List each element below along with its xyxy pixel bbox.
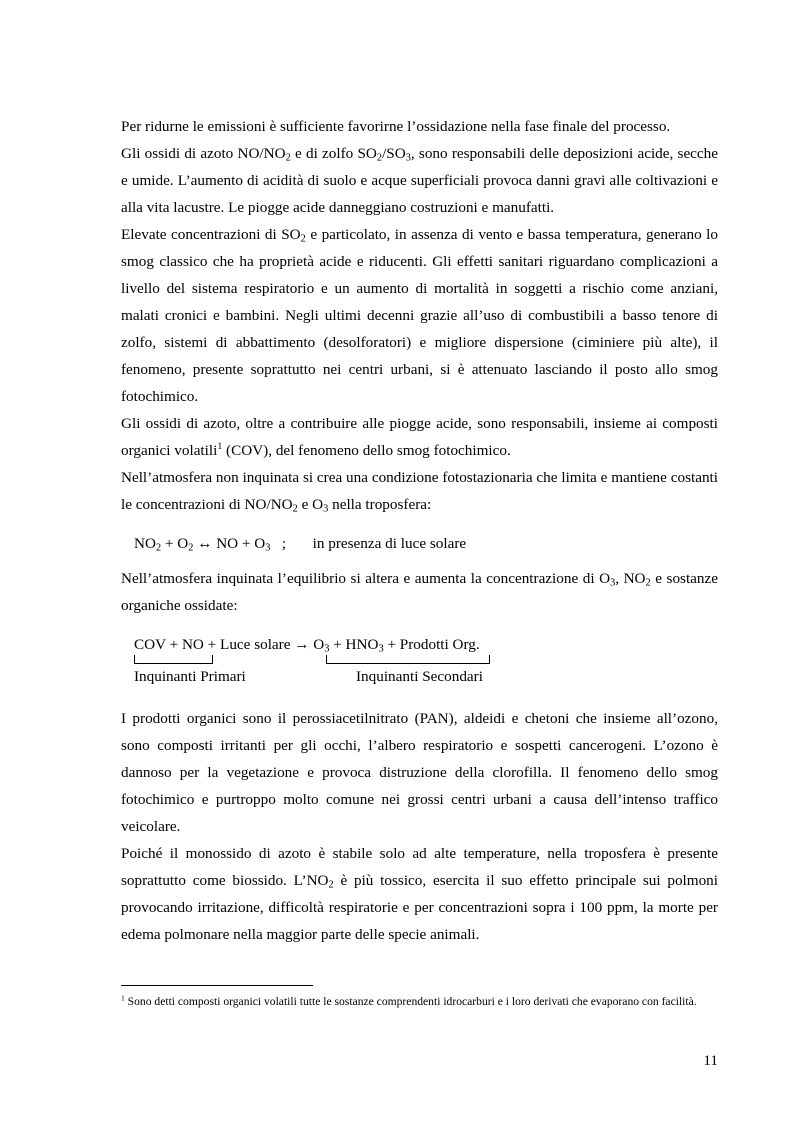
primary-pollutants-label: Inquinanti Primari bbox=[134, 668, 246, 685]
paragraph-7: I prodotti organici sono il perossiacetilnitrato (PAN), aldeidi e chetoni che insieme all’ozono, sono composti irritanti per gli occhi, l’albero respiratorio e sospetti cancerogeni. L’ozono è dannoso per la vegetazione e provoca distruzione della clorofilla. Il fenomeno dello smog fotochimico e purtroppo molto comune nei grossi centri urbani a causa dell’intenso traffico veicolare. bbox=[121, 710, 718, 835]
page-number: 11 bbox=[703, 1052, 718, 1069]
paragraph-8: Poiché il monossido di azoto è stabile solo ad alte temperature, nella troposfera è presente soprattutto come biossido. $L’NO_2$ è più tossico, esercita il suo effetto principale sui polmoni provocando irritazione, difficoltà respiratorie e per concentrazioni sopra i 100 ppm, la morte per edema polmonare nella maggior parte delle specie animali. bbox=[121, 845, 718, 943]
photostationary-equation: $NO_2 + O_2$ ↔ NO + $O_3$ ; in presenza di luce solare bbox=[134, 535, 467, 554]
paragraph-4: Gli ossidi di azoto, oltre a contribuire alle piogge acide, sono responsabili, insieme ai composti organici volatili$^1$ (COV), del fenomeno dello smog fotochimico. bbox=[121, 415, 718, 459]
smog-reaction bbox=[134, 631, 718, 695]
footnote-marker: 1 bbox=[121, 993, 125, 1003]
paragraph-1: Per ridurne le emissioni è sufficiente favorirne l’ossidazione nella fase finale del processo. bbox=[121, 118, 671, 135]
paragraph-6: Nell’atmosfera inquinata l’equilibrio si altera e aumenta la concentrazione di $O_3$, $NO_2$ e sostanze organiche ossidate: bbox=[121, 570, 718, 614]
footnote bbox=[121, 993, 718, 1010]
paragraph-2: Gli ossidi di azoto $NO/NO_2$ e di zolfo $SO_2/SO_3$, sono responsabili delle deposizioni acide, secche e umide. L’aumento di acidità di suolo e acque superficiali provoca danni gravi alle coltivazioni e alla vita lacustre. Le piogge acide danneggiano costruzioni e manufatti. bbox=[121, 145, 718, 216]
footnote-text: Sono detti composti organici volatili tutte le sostanze comprendenti idrocarburi e i loro derivati che evaporano con facilità. bbox=[124, 995, 697, 1008]
reaction-equation: COV + NO + Luce solare → $O_3 + HNO_3$ + Prodotti Org. bbox=[134, 636, 480, 655]
paragraph-3: Elevate concentrazioni di $SO_2$ e particolato, in assenza di vento e bassa temperatura, generano lo smog classico che ha proprietà acide e riducenti. Gli effetti sanitari riguardano complicazioni a livello del sistema respiratorio e un aumento di mortalità in soggetti a rischio come anziani, malati cronici e bambini. Negli ultimi decenni grazie all’uso di combustibili a basso tenore di zolfo, sistemi di abbattimento (desolforatori) e migliore dispersione (ciminiere più alte), il fenomeno, presente soprattutto nei centri urbani, si è attenuato lasciando il posto allo smog fotochimico. bbox=[121, 226, 718, 405]
secondary-pollutants-label: Inquinanti Secondari bbox=[356, 668, 483, 685]
body-text bbox=[121, 113, 718, 948]
paragraph-5: Nell’atmosfera non inquinata si crea una condizione fotostazionaria che limita e mantiene costanti le concentrazioni di $NO/NO_2$ e $O_3$ nella troposfera: bbox=[121, 469, 718, 515]
footnote-divider bbox=[121, 985, 313, 986]
footnote-reference: 1 bbox=[217, 441, 223, 453]
